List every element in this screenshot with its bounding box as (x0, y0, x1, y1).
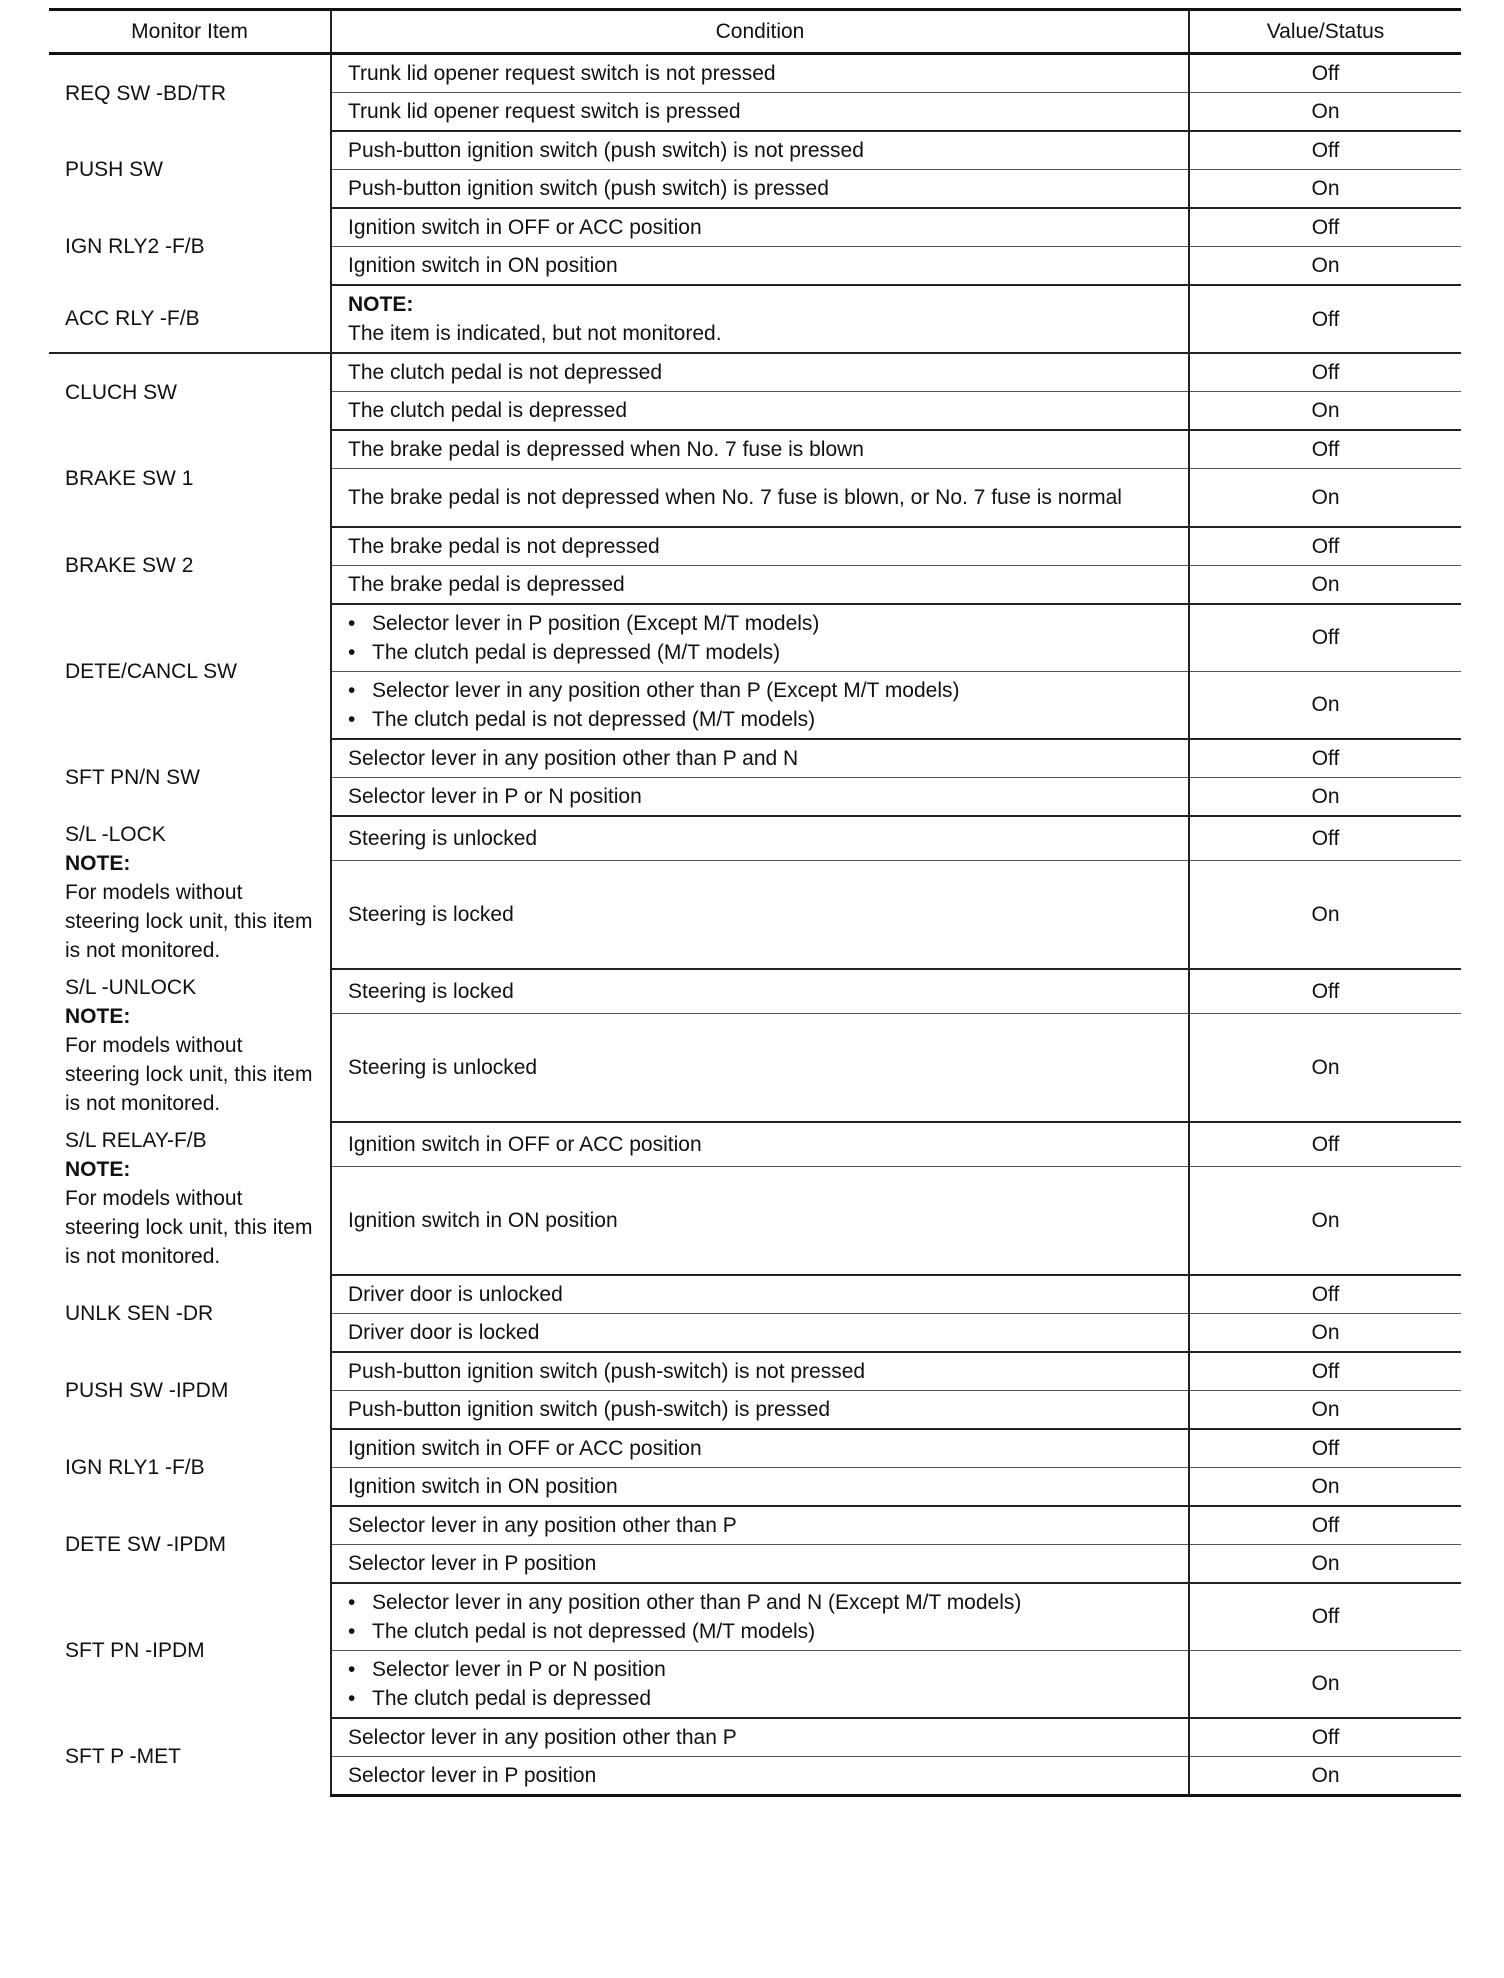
condition-cell (331, 969, 1189, 1014)
condition-cell (331, 1506, 1189, 1545)
table-row (49, 353, 1461, 392)
condition-text: Push-button ignition switch (push switch) is not pressed (348, 139, 864, 162)
condition-cell (331, 131, 1189, 170)
table-row (49, 1352, 1461, 1391)
condition-cell (331, 816, 1189, 861)
monitor-item-cell (49, 208, 331, 285)
monitor-item-name: DETE SW -IPDM (65, 1532, 226, 1556)
monitor-item-cell (49, 285, 331, 353)
monitor-item-cell (49, 527, 331, 604)
table-row (49, 1275, 1461, 1314)
value-status-cell: On (1189, 777, 1461, 816)
monitor-item-name: SFT PN/N SW (65, 765, 200, 789)
value-status-cell: Off (1189, 1352, 1461, 1391)
condition-text: Trunk lid opener request switch is not pressed (348, 62, 776, 85)
condition-cell (331, 1014, 1189, 1122)
condition-cell (331, 1275, 1189, 1314)
value-status-cell: Off (1189, 604, 1461, 672)
table-header (49, 10, 1461, 54)
monitor-item-cell (49, 131, 331, 208)
monitor-item-name: BRAKE SW 1 (65, 466, 194, 490)
condition-text: Ignition switch in OFF or ACC position (348, 216, 702, 239)
condition-cell (331, 392, 1189, 431)
value-status-cell: On (1189, 1313, 1461, 1352)
value-status-cell: Off (1189, 527, 1461, 566)
monitor-item-name: BRAKE SW 2 (65, 553, 194, 577)
note-text: For models without steering lock unit, this item is not monitored. (65, 1186, 313, 1268)
monitor-item-name: SFT P -MET (65, 1744, 181, 1768)
monitor-item-cell (49, 1718, 331, 1796)
table-row (49, 739, 1461, 778)
monitor-item-name: IGN RLY1 -F/B (65, 1455, 205, 1479)
header-row (49, 10, 1461, 54)
value-status-cell: On (1189, 1650, 1461, 1718)
condition-cell (331, 1429, 1189, 1468)
note-text: For models without steering lock unit, this item is not monitored. (65, 1033, 313, 1115)
condition-text: Selector lever in P position (348, 1551, 597, 1575)
condition-cell (331, 430, 1189, 469)
table-row (49, 1718, 1461, 1757)
value-status-cell: On (1189, 565, 1461, 604)
condition-text: Steering is locked (348, 902, 514, 926)
condition-text: Ignition switch in ON position (348, 1208, 618, 1232)
value-status-cell: Off (1189, 54, 1461, 93)
monitor-item-name: S/L -LOCK (65, 822, 166, 846)
monitor-item-cell (49, 1275, 331, 1352)
condition-text: The clutch pedal is not depressed (348, 361, 663, 384)
condition-bullet: • Selector lever in any position other than P (Except M/T models) (348, 676, 1174, 705)
condition-cell (331, 1756, 1189, 1795)
condition-text: Selector lever in any position other than P (348, 1725, 737, 1749)
monitor-item-cell (49, 816, 331, 969)
condition-text: Trunk lid opener request switch is pressed (348, 100, 741, 123)
condition-cell (331, 1122, 1189, 1167)
monitor-item-cell (49, 1583, 331, 1718)
condition-cell (331, 1583, 1189, 1651)
value-status-cell: On (1189, 469, 1461, 527)
monitor-item-name: S/L RELAY-F/B (65, 1128, 207, 1152)
condition-text: Push-button ignition switch (push-switch) is pressed (348, 1397, 831, 1421)
value-status-cell: On (1189, 671, 1461, 739)
condition-text: The item is indicated, but not monitored. (348, 322, 722, 345)
value-status-cell: Off (1189, 285, 1461, 353)
value-status-cell: Off (1189, 739, 1461, 778)
table-row (49, 1583, 1461, 1651)
condition-text: Ignition switch in OFF or ACC position (348, 1132, 702, 1156)
table-row (49, 285, 1461, 353)
value-status-cell: Off (1189, 131, 1461, 170)
condition-bullet: • The clutch pedal is depressed (348, 1684, 1174, 1713)
condition-text: The brake pedal is depressed (348, 572, 625, 596)
condition-text: The clutch pedal is depressed (348, 399, 627, 422)
value-status-cell: Off (1189, 208, 1461, 247)
value-status-cell: On (1189, 170, 1461, 209)
value-status-cell: On (1189, 1544, 1461, 1583)
condition-bullet: • The clutch pedal is not depressed (M/T models) (348, 1617, 1174, 1646)
value-status-cell: On (1189, 1390, 1461, 1429)
monitor-table (49, 8, 1461, 1797)
table-row (49, 131, 1461, 170)
header-value-status: Value/Status (1189, 10, 1461, 54)
table-row (49, 208, 1461, 247)
monitor-item-cell (49, 430, 331, 527)
monitor-item-cell (49, 1506, 331, 1583)
monitor-item-name: CLUCH SW (65, 380, 178, 404)
value-status-cell: Off (1189, 1583, 1461, 1651)
value-status-cell: Off (1189, 1506, 1461, 1545)
condition-text: Ignition switch in OFF or ACC position (348, 1436, 702, 1460)
condition-text: Selector lever in P position (348, 1763, 597, 1787)
condition-cell (331, 861, 1189, 969)
monitor-item-cell (49, 54, 331, 132)
condition-text: Steering is unlocked (348, 1055, 538, 1079)
value-status-cell: Off (1189, 969, 1461, 1014)
value-status-cell: On (1189, 1014, 1461, 1122)
condition-cell (331, 1718, 1189, 1757)
value-status-cell: On (1189, 93, 1461, 132)
value-status-cell: Off (1189, 1718, 1461, 1757)
monitor-item-name: PUSH SW (65, 158, 164, 181)
monitor-item-name: REQ SW -BD/TR (65, 81, 226, 105)
condition-text: Steering is locked (348, 979, 514, 1003)
table-row (49, 54, 1461, 93)
value-status-cell: Off (1189, 1122, 1461, 1167)
monitor-item-cell (49, 1352, 331, 1429)
monitor-item-name: IGN RLY2 -F/B (65, 235, 205, 258)
table-row (49, 1122, 1461, 1167)
monitor-item-cell (49, 604, 331, 739)
condition-cell (331, 54, 1189, 93)
condition-text: Selector lever in P or N position (348, 784, 642, 808)
condition-cell (331, 353, 1189, 392)
value-status-cell: Off (1189, 1275, 1461, 1314)
condition-cell (331, 1167, 1189, 1275)
note-label: NOTE: (65, 851, 131, 875)
table-row (49, 430, 1461, 469)
condition-text: Ignition switch in ON position (348, 254, 618, 277)
value-status-cell: On (1189, 1467, 1461, 1506)
condition-bullet: • Selector lever in P position (Except M/T models) (348, 609, 1174, 638)
condition-text: Driver door is locked (348, 1320, 540, 1344)
condition-bullet: • Selector lever in P or N position (348, 1655, 1174, 1684)
table-row (49, 604, 1461, 672)
header-monitor-item: Monitor Item (49, 10, 331, 54)
note-label: NOTE: (65, 1004, 131, 1028)
condition-bullet: • The clutch pedal is not depressed (M/T models) (348, 705, 1174, 734)
condition-text: Ignition switch in ON position (348, 1474, 618, 1498)
condition-bullet: • Selector lever in any position other than P and N (Except M/T models) (348, 1588, 1174, 1617)
value-status-cell: Off (1189, 1429, 1461, 1468)
monitor-item-cell (49, 1122, 331, 1275)
condition-text: Selector lever in any position other than P (348, 1513, 737, 1537)
condition-cell (331, 604, 1189, 672)
table-row (49, 1506, 1461, 1545)
monitor-item-name: UNLK SEN -DR (65, 1301, 214, 1325)
monitor-item-name: PUSH SW -IPDM (65, 1378, 229, 1402)
monitor-item-cell (49, 969, 331, 1122)
condition-cell (331, 1390, 1189, 1429)
condition-cell (331, 739, 1189, 778)
value-status-cell: Off (1189, 430, 1461, 469)
value-status-cell: On (1189, 861, 1461, 969)
condition-text: Push-button ignition switch (push switch) is pressed (348, 177, 829, 200)
value-status-cell: On (1189, 247, 1461, 286)
condition-bullet: • The clutch pedal is depressed (M/T models) (348, 638, 1174, 667)
condition-cell (331, 208, 1189, 247)
monitor-item-name: DETE/CANCL SW (65, 659, 237, 683)
condition-cell (331, 285, 1189, 353)
condition-cell (331, 469, 1189, 527)
condition-text: Selector lever in any position other than P and N (348, 746, 799, 770)
monitor-item-cell (49, 1429, 331, 1506)
table-row (49, 1429, 1461, 1468)
monitor-item-name: SFT PN -IPDM (65, 1638, 205, 1662)
condition-cell (331, 1352, 1189, 1391)
monitor-item-cell (49, 353, 331, 430)
condition-text: The brake pedal is not depressed when No. 7 fuse is blown, or No. 7 fuse is normal (348, 485, 1122, 509)
note-label: NOTE: (65, 1157, 131, 1181)
condition-cell (331, 93, 1189, 132)
value-status-cell: Off (1189, 816, 1461, 861)
condition-cell (331, 1650, 1189, 1718)
monitor-item-cell (49, 739, 331, 816)
table-body (49, 54, 1461, 1796)
condition-cell (331, 671, 1189, 739)
value-status-cell: On (1189, 1756, 1461, 1795)
monitor-item-name: S/L -UNLOCK (65, 975, 197, 999)
condition-cell (331, 170, 1189, 209)
value-status-cell: On (1189, 1167, 1461, 1275)
table-row (49, 527, 1461, 566)
header-condition: Condition (331, 10, 1189, 54)
condition-cell (331, 1467, 1189, 1506)
condition-cell (331, 1313, 1189, 1352)
condition-text: The brake pedal is depressed when No. 7 fuse is blown (348, 438, 864, 461)
condition-text: Push-button ignition switch (push-switch) is not pressed (348, 1359, 866, 1383)
condition-cell (331, 565, 1189, 604)
value-status-cell: Off (1189, 353, 1461, 392)
condition-text: Steering is unlocked (348, 826, 538, 850)
note-label: NOTE: (348, 293, 414, 316)
condition-cell (331, 1544, 1189, 1583)
note-text: For models without steering lock unit, this item is not monitored. (65, 880, 313, 962)
condition-cell (331, 527, 1189, 566)
condition-cell (331, 777, 1189, 816)
condition-text: Driver door is unlocked (348, 1282, 563, 1306)
value-status-cell: On (1189, 392, 1461, 431)
condition-cell (331, 247, 1189, 286)
table-row (49, 816, 1461, 861)
table-row (49, 969, 1461, 1014)
condition-text: The brake pedal is not depressed (348, 534, 660, 558)
monitor-item-name: ACC RLY -F/B (65, 307, 200, 330)
